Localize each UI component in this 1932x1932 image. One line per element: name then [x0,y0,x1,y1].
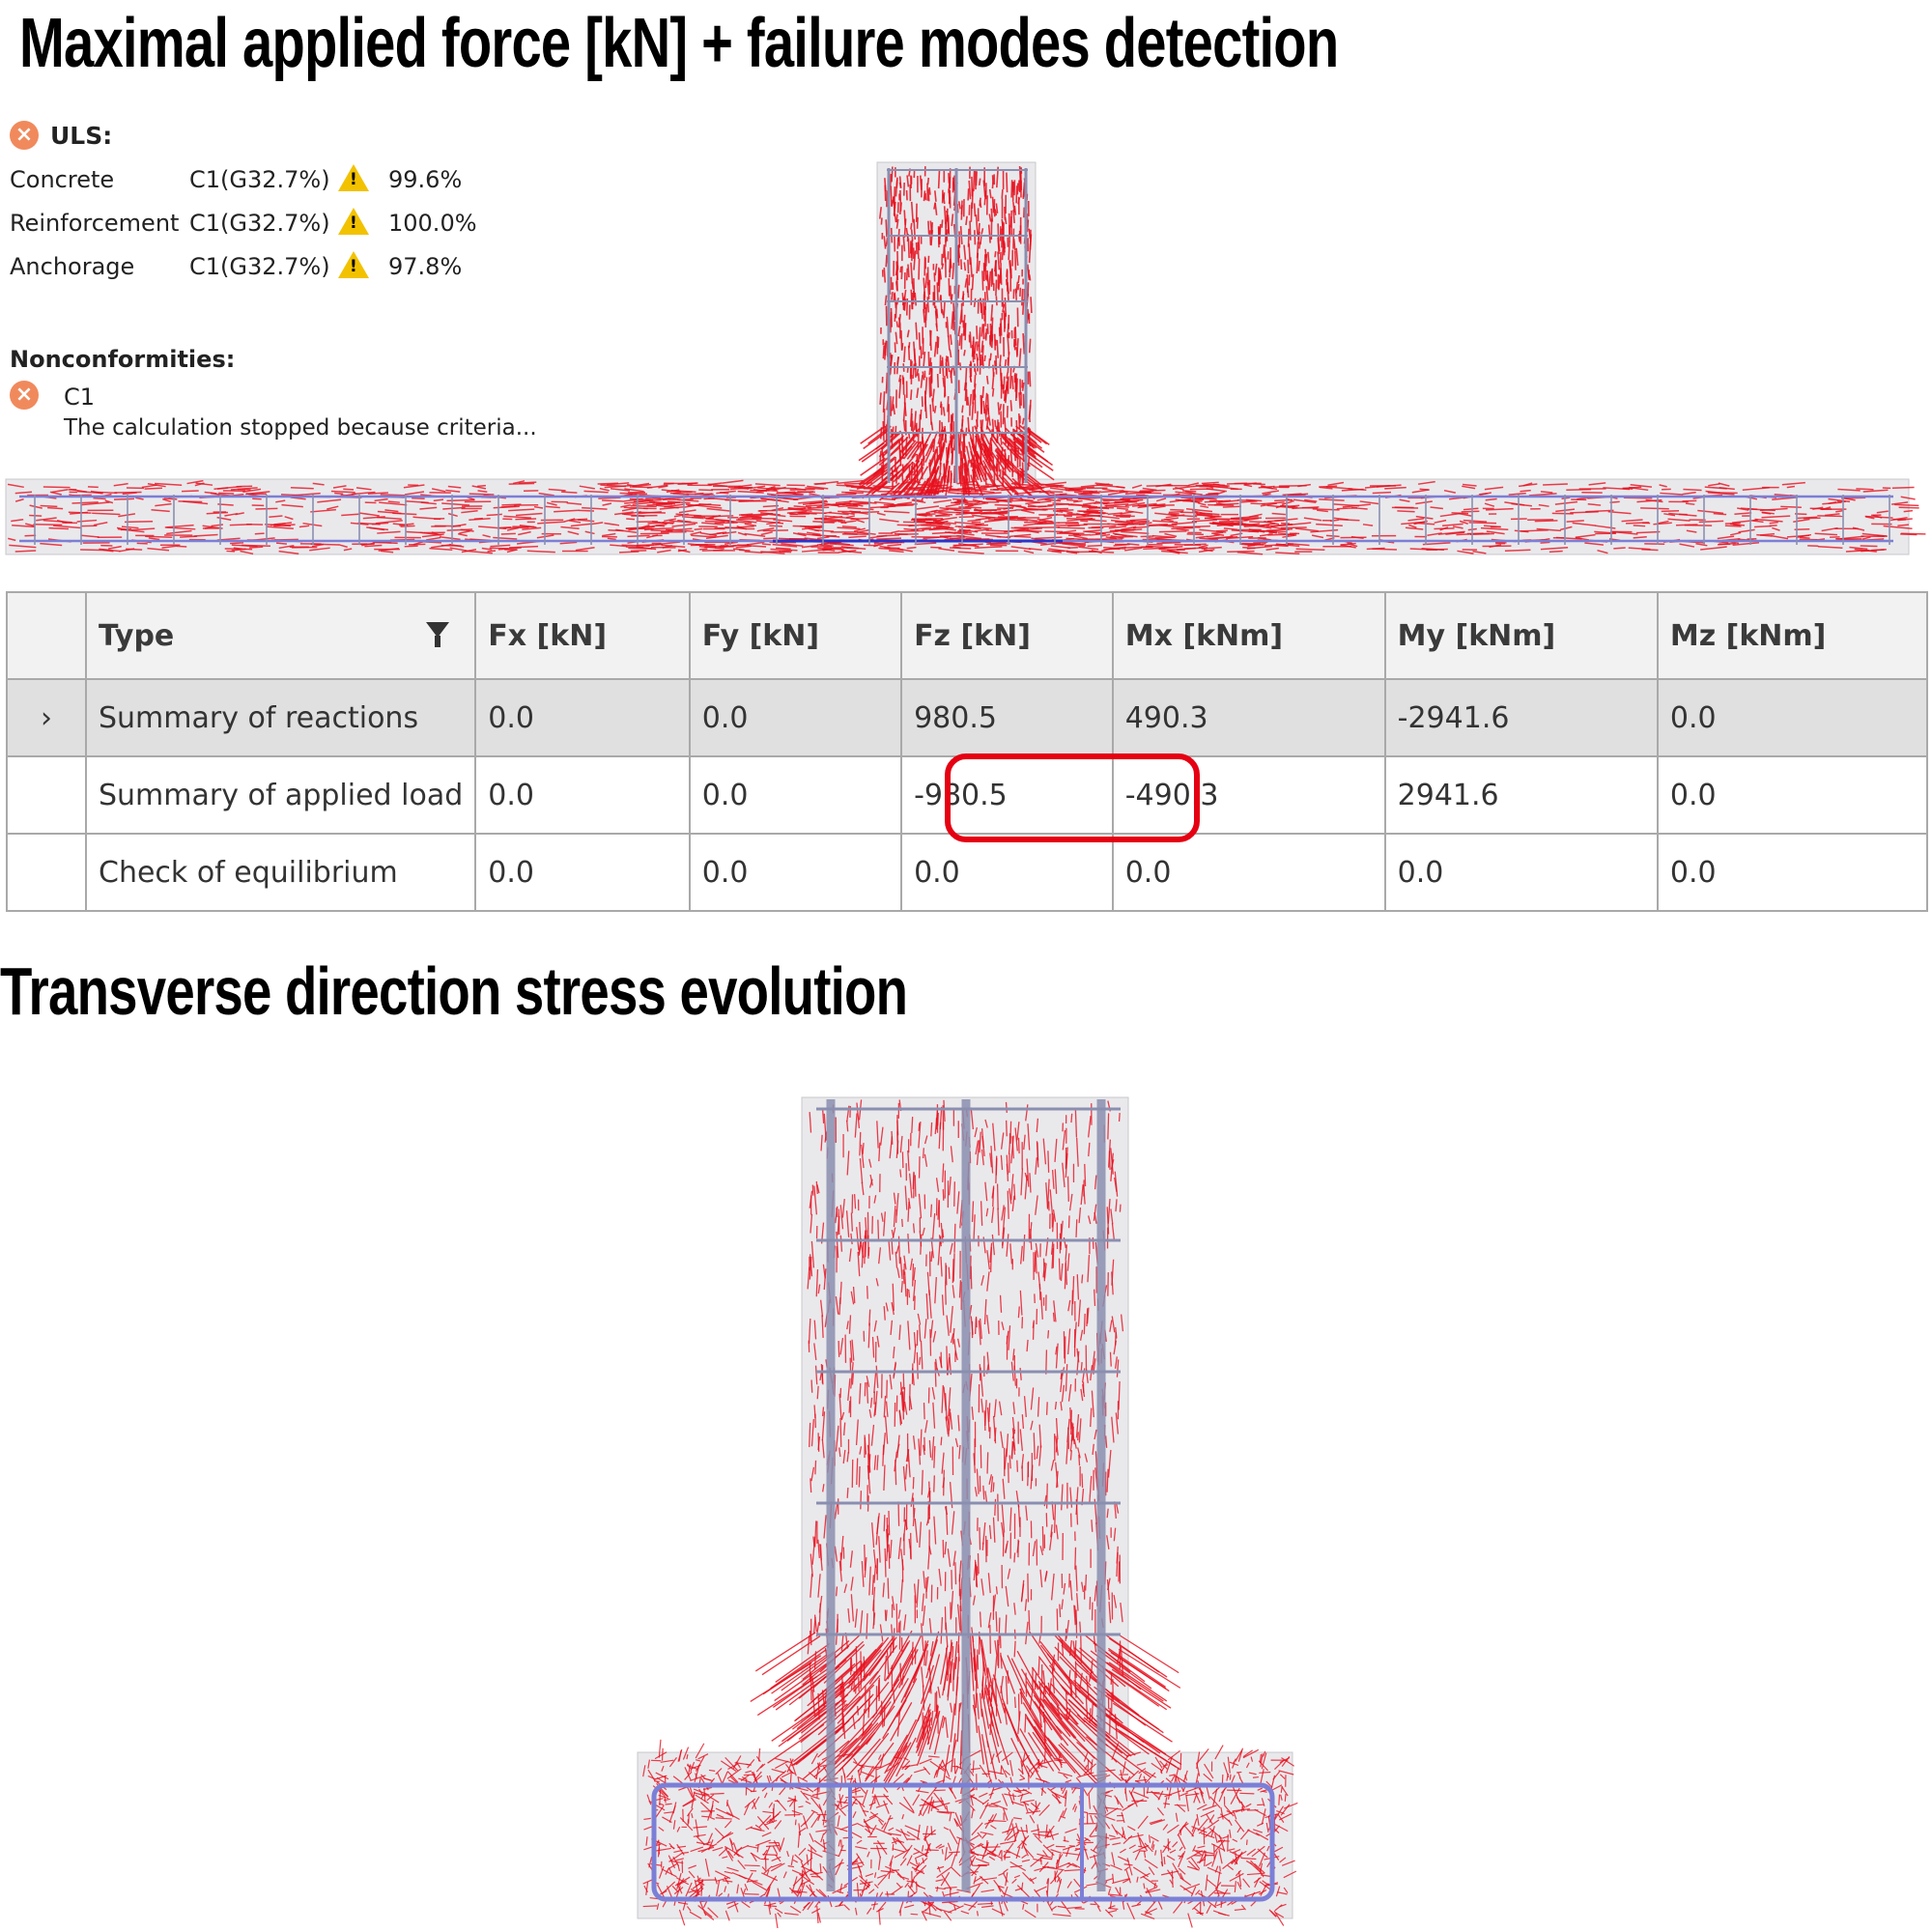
cell-fy: 0.0 [690,679,901,756]
cell-fy: 0.0 [690,756,901,834]
check-value: 100.0% [388,210,477,237]
expander-cell [7,756,86,834]
error-circle-icon: × [10,381,39,410]
heading-transverse-stress: Transverse direction stress evolution [0,953,908,1029]
column-header-type[interactable]: Type [86,592,475,679]
cell-mx: -490.3 [1113,756,1385,834]
table-row[interactable] [7,756,1927,834]
cell-mz: 0.0 [1658,756,1927,834]
column-header-mx[interactable]: Mx [kNm] [1113,592,1385,679]
cell-fz: -980.5 [901,756,1113,834]
cell-my: 2941.6 [1385,756,1658,834]
expander-header [7,592,86,679]
check-combination: C1(G32.7%) [189,253,330,280]
cell-fx: 0.0 [475,834,689,911]
column-header-mz[interactable]: Mz [kNm] [1658,592,1927,679]
cell-mz: 0.0 [1658,834,1927,911]
check-value: 97.8% [388,253,463,280]
error-circle-icon: × [10,121,39,150]
stress-flow-diagram-bottom[interactable] [633,1090,1299,1928]
expander-cell [7,834,86,911]
check-combination: C1(G32.7%) [189,210,330,237]
warning-triangle-icon: ! [338,251,369,278]
check-combination: C1(G32.7%) [189,166,330,193]
warning-triangle-icon: ! [338,164,369,191]
column-header-fz[interactable]: Fz [kN] [901,592,1113,679]
chevron-right-icon[interactable]: › [7,679,86,756]
nonconformity-message: The calculation stopped because criteria... [64,415,537,440]
cell-fz: 0.0 [901,834,1113,911]
uls-header [10,120,113,150]
table-row[interactable] [7,679,1927,756]
cell-mx: 490.3 [1113,679,1385,756]
table-row[interactable] [7,834,1927,911]
warning-triangle-icon: ! [338,208,369,235]
cell-fx: 0.0 [475,679,689,756]
cell-my: -2941.6 [1385,679,1658,756]
cell-fx: 0.0 [475,756,689,834]
column-header-my[interactable]: My [kNm] [1385,592,1658,679]
check-name: Reinforcement [10,210,180,237]
equilibrium-table [6,591,1928,912]
cell-type: Summary of reactions [86,679,475,756]
nonconformities-header: Nonconformities: [10,346,236,373]
check-value: 99.6% [388,166,463,193]
stress-flow-diagram-top[interactable] [0,155,1932,570]
cell-fy: 0.0 [690,834,901,911]
cell-my: 0.0 [1385,834,1658,911]
cell-fz: 980.5 [901,679,1113,756]
uls-label: ULS: [50,122,113,150]
cell-type: Check of equilibrium [86,834,475,911]
check-name: Anchorage [10,253,135,280]
filter-icon[interactable] [426,622,449,638]
check-name: Concrete [10,166,115,193]
cell-mx: 0.0 [1113,834,1385,911]
column-header-fx[interactable]: Fx [kN] [475,592,689,679]
nonconformity-name: C1 [64,384,96,411]
cell-type: Summary of applied load [86,756,475,834]
cell-mz: 0.0 [1658,679,1927,756]
heading-maximal-applied-force: Maximal applied force [kN] + failure modes detection [19,5,1339,82]
column-header-fy[interactable]: Fy [kN] [690,592,901,679]
table-header-row [7,592,1927,679]
